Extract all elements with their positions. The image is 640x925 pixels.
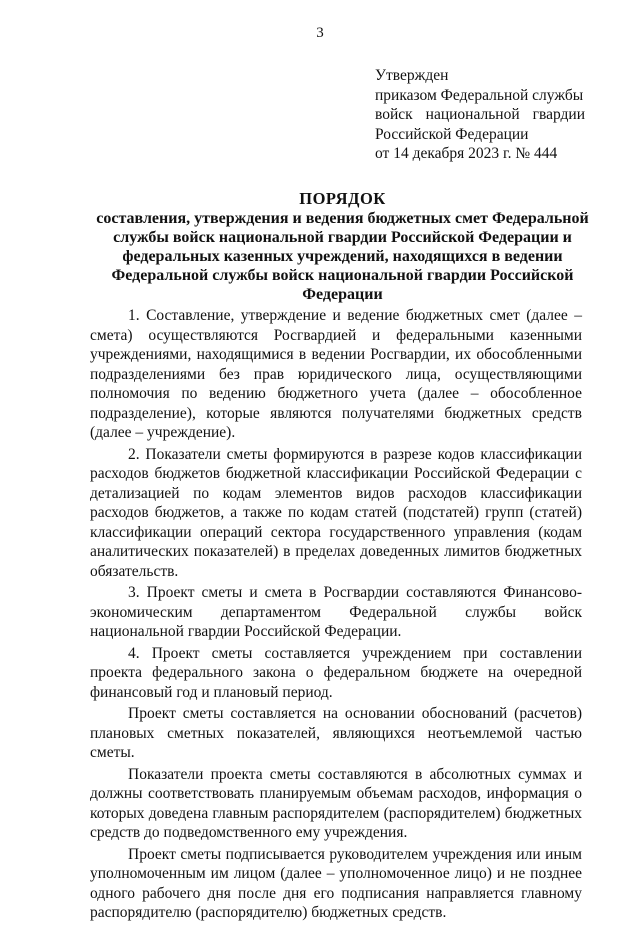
paragraph: 1. Составление, утверждение и ведение бюджетных смет (далее – смета) осуществляются Росгвардией и федеральными казенными учреждениями, находящимися в ведении Росгвардии, их обособленными подразделениями без прав юридического лица, осуществляющими полномочия по ведению бюджетного учета (далее – обособленное подразделение), которые являются получателями бюджетных средств (далее – учреждение). xyxy=(90,307,582,441)
approval-line: приказом Федеральной службы xyxy=(375,86,584,104)
title-heading: ПОРЯДОК xyxy=(299,189,386,208)
approval-block xyxy=(375,66,585,164)
paragraph: 3. Проект сметы и смета в Росгвардии составляются Финансово-экономическим департаментом Федеральной службы войск национальной гвардии Российской Федерации. xyxy=(90,584,582,640)
page-number: 3 xyxy=(316,25,324,41)
approval-line: войск национальной гвардии xyxy=(375,106,585,123)
approval-line: Российской Федерации xyxy=(375,125,529,143)
paragraph: Проект сметы подписывается руководителем учреждения или иным уполномоченным им лицом (далее – уполномоченное лицо) и не позднее одного рабочего дня после дня его подписания направляется главному распорядителю (распорядителю) бюджетных средств. xyxy=(90,845,582,921)
document-body xyxy=(90,306,582,925)
document-title xyxy=(85,189,600,304)
paragraph: 2. Показатели сметы формируются в разрезе кодов классификации расходов бюджетов бюджетной классификации Российской Федерации с детализацией по кодам элементов видов расходов классификации расходов бюджетов, а также по кодам статей (подстатей) групп (статей) классификации операций сектора государственного управления (кодам аналитических показателей) в пределах доведенных лимитов бюджетных обязательств. xyxy=(90,445,582,580)
approval-line: Утвержден xyxy=(375,67,449,84)
approval-line: от 14 декабря 2023 г. № 444 xyxy=(375,145,558,162)
paragraph: Проект сметы составляется на основании обоснований (расчетов) плановых сметных показателей, являющихся неотъемлемой частью сметы. xyxy=(90,705,582,761)
title-subtitle: составления, утверждения и ведения бюджетных смет Федеральной службы войск национальной гвардии Российской Федерации и федеральных казенных учреждений, находящихся в ведении Федеральной службы войск национальной гвардии Российской Федерации xyxy=(96,210,589,303)
paragraph: Показатели проекта сметы составляются в абсолютных суммах и должны соответствовать планируемым объемам расходов, информация о которых доведена главным распорядителем (распорядителем) бюджетных средств до подведомственного ему учреждения. xyxy=(90,765,582,841)
paragraph: 4. Проект сметы составляется учреждением при составлении проекта федерального закона о федеральном бюджете на очередной финансовый год и плановый период. xyxy=(90,644,582,701)
